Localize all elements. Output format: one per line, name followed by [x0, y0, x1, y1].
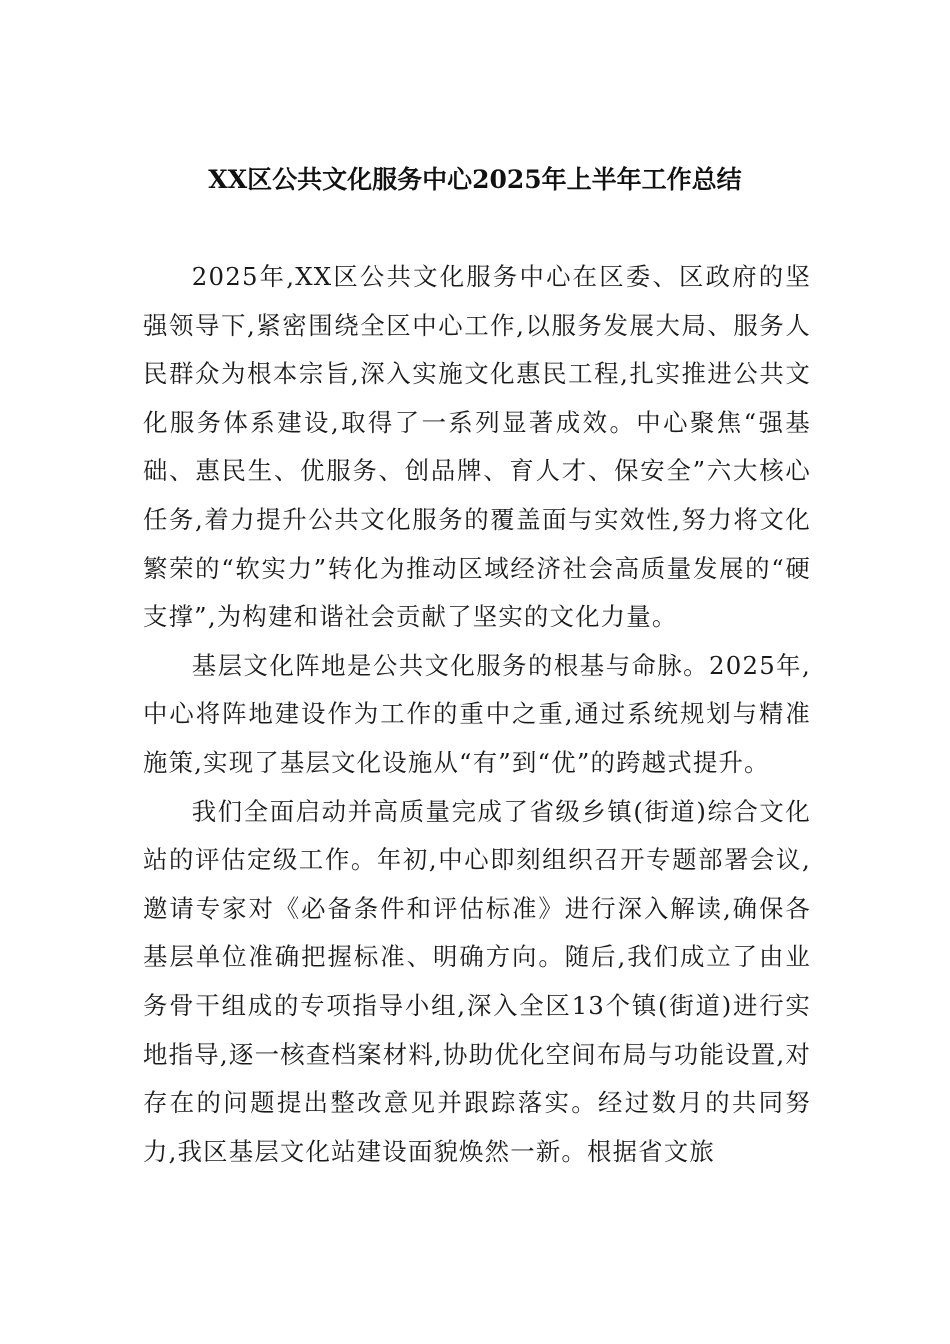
paragraph-evaluation: 我们全面启动并高质量完成了省级乡镇(街道)综合文化站的评估定级工作。年初,中心即刻组织召开专题部署会议,邀请专家对《必备条件和评估标准》进行深入解读,确保各基层单位准确把握标准、明确方向。随后,我们成立了由业务骨干组成的专项指导小组,深入全区13个镇(街道)进行实地指导,逐一核查档案材料,协助优化空间布局与功能设置,对存在的问题提出整改意见并跟踪落实。经过数月的共同努力,我区基层文化站建设面貌焕然一新。根据省文旅: [143, 796, 811, 1166]
document-title: XX区公共文化服务中心2025年上半年工作总结: [208, 165, 742, 194]
paragraph-foundation: 基层文化阵地是公共文化服务的根基与命脉。2025年,中心将阵地建设作为工作的重中之重,通过系统规划与精准施策,实现了基层文化设施从“有”到“优”的跨越式提升。: [143, 650, 811, 777]
paragraph-intro: 2025年,XX区公共文化服务中心在区委、区政府的坚强领导下,紧密围绕全区中心工作,以服务发展大局、服务人民群众为根本宗旨,深入实施文化惠民工程,扎实推进公共文化服务体系建设,取得了一系列显著成效。中心聚焦“强基础、惠民生、优服务、创品牌、育人才、保安全”六大核心任务,着力提升公共文化服务的覆盖面与实效性,努力将文化繁荣的“软实力”转化为推动区域经济社会高质量发展的“硬支撑”,为构建和谐社会贡献了坚实的文化力量。: [143, 262, 811, 632]
document-body: [143, 253, 811, 1176]
